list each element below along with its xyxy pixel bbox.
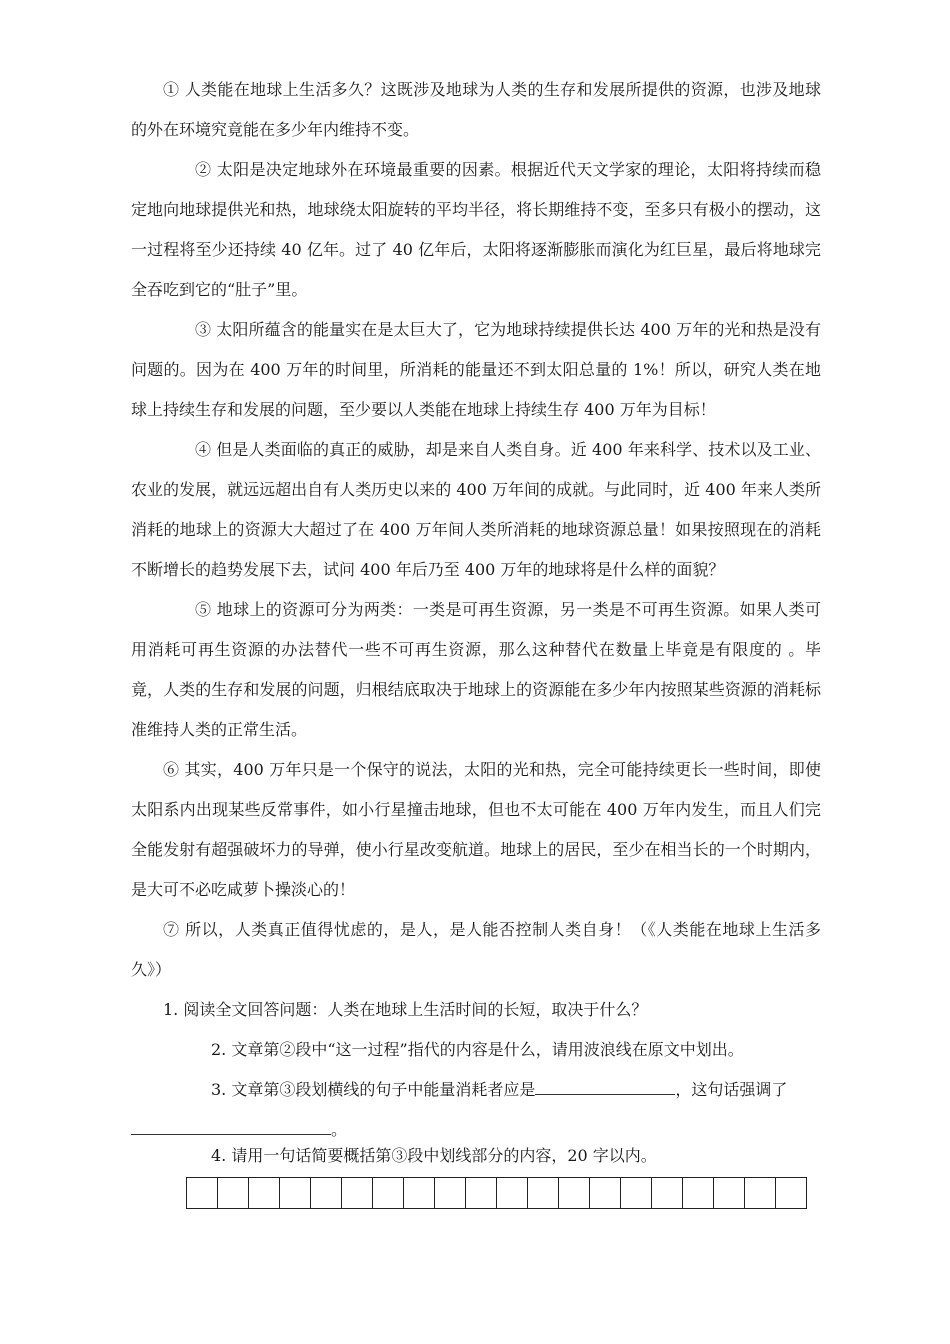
paragraph-4: ④ 但是人类面临的真正的威胁，却是来自人类自身。近 400 年来科学、技术以及工业、农业的发展，就远远超出自有人类历史以来的 400 万年间的成就。与此同时，近 400 年来人类所消耗的地球上的资源大大超过了在 400 万年间人类所消耗的地球资源总量！如果按照现在的消耗不断增长的趋势发展下去，试问 400 年后乃至 400 万年的地球将是什么样的面貌？ [131,440,821,579]
answer-grid-cell[interactable] [652,1177,683,1209]
answer-grid-cell[interactable] [311,1177,342,1209]
answer-grid-cell[interactable] [621,1177,652,1209]
question-3 [211,1070,787,1110]
paragraph-2: ② 太阳是决定地球外在环境最重要的因素。根据近代天文学家的理论，太阳将持续而稳定地向地球提供光和热，地球绕太阳旋转的平均半径，将长期维持不变，至多只有极小的摆动，这一过程将至少还持续 40 亿年。过了 40 亿年后，太阳将逐渐膨胀而演化为红巨星，最后将地球完全吞吃到它的“肚子”里。 [131,160,821,299]
paragraph-3: ③ 太阳所蕴含的能量实在是太巨大了，它为地球持续提供长达 400 万年的光和热是没有问题的。因为在 400 万年的时间里，所消耗的能量还不到太阳总量的 1%！所以，研究人类在地球上持续生存和发展的问题，至少要以人类能在地球上持续生存 400 万年为目标！ [131,320,821,419]
answer-grid-cell[interactable] [776,1177,807,1209]
answer-grid-cell[interactable] [280,1177,311,1209]
answer-grid-cell[interactable] [683,1177,714,1209]
paragraph-5: ⑤ 地球上的资源可分为两类：一类是可再生资源，另一类是不可再生资源。如果人类可用消耗可再生资源的办法替代一些不可再生资源，那么这种替代在数量上毕竟是有限度的 。毕竟，人类的生存和发展的问题，归根结底取决于地球上的资源能在多少年内按照某些资源的消耗标准维持人类的正常生活。 [131,600,821,739]
answer-grid-cell[interactable] [373,1177,404,1209]
answer-blank-1[interactable] [535,1076,675,1095]
question-3-text-b: ，这句话强调了 [675,1080,788,1099]
question-2: 2. 文章第②段中“这一过程”指代的内容是什么，请用波浪线在原文中划出。 [211,1040,744,1059]
paragraph-1: ① 人类能在地球上生活多久？这既涉及地球为人类的生存和发展所提供的资源，也涉及地球的外在环境究竟能在多少年内维持不变。 [131,80,821,139]
question-3-text-c: 。 [331,1120,348,1139]
answer-grid-cell[interactable] [404,1177,435,1209]
question-4: 4. 请用一句话简要概括第③段中划线部分的内容，20 字以内。 [211,1146,657,1165]
answer-grid [186,1177,807,1209]
paragraph-7: ⑦ 所以，人类真正值得忧虑的，是人，是人能否控制人类自身！（《人类能在地球上生活多久》） [131,920,821,979]
answer-grid-cell[interactable] [528,1177,559,1209]
answer-grid-cell[interactable] [187,1177,218,1209]
answer-grid-cell[interactable] [745,1177,776,1209]
paragraph-6: ⑥ 其实，400 万年只是一个保守的说法，太阳的光和热，完全可能持续更长一些时间，即使太阳系内出现某些反常事件，如小行星撞击地球，但也不太可能在 400 万年内发生，而且人们完全能发射有超强破坏力的导弹，使小行星改变航道。地球上的居民，至少在相当长的一个时期内，是大可不必吃咸萝卜操淡心的！ [131,760,821,899]
answer-grid-cell[interactable] [249,1177,280,1209]
answer-grid-cell[interactable] [342,1177,373,1209]
answer-grid-cell[interactable] [559,1177,590,1209]
answer-blank-2[interactable] [131,1116,331,1135]
answer-grid-cell[interactable] [590,1177,621,1209]
answer-grid-cell[interactable] [435,1177,466,1209]
answer-grid-cell[interactable] [497,1177,528,1209]
answer-grid-cell[interactable] [218,1177,249,1209]
question-3-text-a: 3. 文章第③段划横线的句子中能量消耗者应是 [211,1080,536,1099]
answer-grid-cell[interactable] [466,1177,497,1209]
answer-grid-cell[interactable] [714,1177,745,1209]
question-1: 1. 阅读全文回答问题：人类在地球上生活时间的长短，取决于什么？ [163,1000,648,1019]
